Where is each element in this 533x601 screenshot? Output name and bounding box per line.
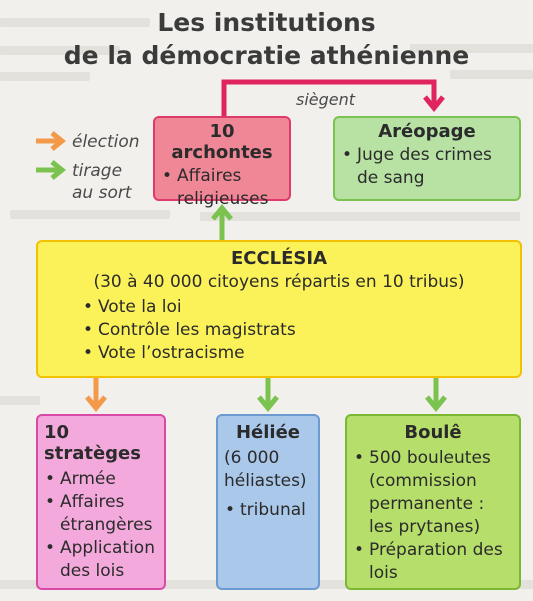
archontes-item: • Affaires religieuses <box>161 165 283 211</box>
legend-election-label: élection <box>72 132 140 152</box>
legend-tirage-label <box>72 160 132 204</box>
siegent-label: siègent <box>296 90 356 109</box>
legend-tirage-line-1: tirage <box>72 161 123 181</box>
ecclesia-item-controle: • Contrôle les magistrats <box>82 319 510 342</box>
arrow-ecclesia-to-boule <box>427 378 445 408</box>
strateges-item-affaires: • Affaires étrangères <box>44 491 158 537</box>
arrow-ecclesia-to-heliee <box>259 378 277 408</box>
boule-item-preparation: • Préparation des lois <box>353 539 513 585</box>
heliee-heading: Héliée <box>235 422 301 443</box>
heliee-box <box>216 414 320 590</box>
arrow-ecclesia-to-archontes <box>213 208 231 240</box>
legend-election-arrow <box>36 133 62 149</box>
heliee-subtitle: (6 000 héliastes) <box>224 448 307 491</box>
heliee-item-tribunal: • tribunal <box>224 499 312 522</box>
ecclesia-item-ostracisme: • Vote l’ostracisme <box>82 342 510 365</box>
title-line-1: Les institutions <box>157 8 376 37</box>
legend-tirage-arrow <box>36 162 62 178</box>
strateges-heading: 10 stratèges <box>44 422 141 464</box>
strateges-box <box>36 414 166 590</box>
strateges-item-armee: • Armée <box>44 468 158 491</box>
ecclesia-heading: ECCLÉSIA <box>230 248 328 269</box>
boule-box <box>345 414 521 590</box>
strateges-item-application: • Application des lois <box>44 537 158 583</box>
ecclesia-subtitle: (30 à 40 000 citoyens répartis en 10 tribus) <box>93 272 465 292</box>
boule-heading: Boulê <box>404 422 462 443</box>
arrow-ecclesia-to-strateges <box>87 378 105 408</box>
archontes-box <box>153 116 291 209</box>
legend-tirage-line-2: au sort <box>72 183 132 203</box>
boule-item-bouleutes: • 500 bouleutes (commission permanente : les prytanes) <box>353 447 513 539</box>
areopage-heading: Aréopage <box>378 121 476 142</box>
archontes-heading: 10 archontes <box>171 121 273 163</box>
areopage-box <box>333 116 521 201</box>
ecclesia-box <box>36 240 522 378</box>
areopage-item: • Juge des crimes de sang <box>341 144 513 190</box>
title-line-2: de la démocratie athénienne <box>63 41 470 70</box>
ecclesia-item-vote-loi: • Vote la loi <box>82 296 510 319</box>
